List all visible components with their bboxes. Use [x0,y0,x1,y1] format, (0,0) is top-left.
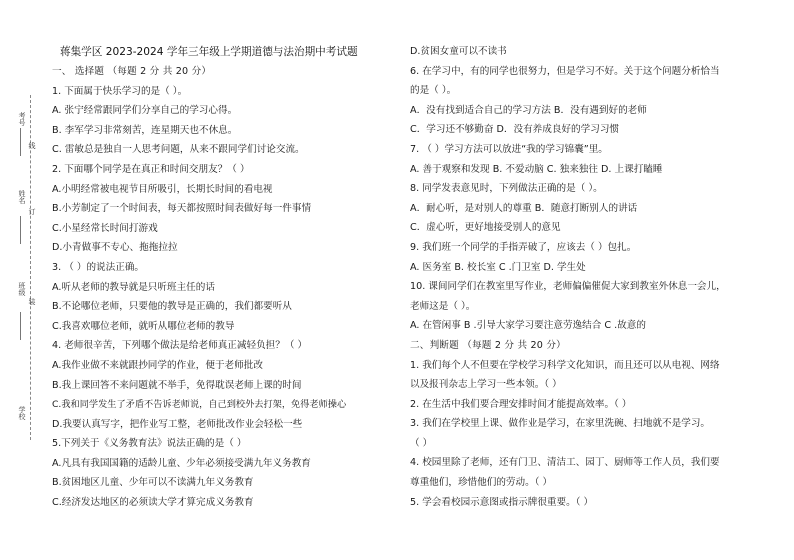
question-line: 的是（ ）。 [410,85,457,97]
question-line: A．耐心听，是对别人的尊重 B．随意打断别人的讲话 [410,202,638,214]
question-line: A.我作业做不来就跟抄同学的作业，便于老师批改 [52,359,263,371]
question-line: （ ） [410,437,433,449]
margin-fill-line [20,128,21,156]
question-line: A.凡具有我国国籍的适龄儿童、少年必须接受满九年义务教育 [52,457,311,469]
question-line: A. 医务室 B. 校长室 C .门卫室 D. 学生处 [410,261,586,273]
question-line: A.小明经常被电视节目所吸引，长期长时间的看电视 [52,183,273,195]
question-line: 8. 同学发表意见时，下列做法正确的是（ ）。 [410,183,603,195]
question-line: D.小青做事不专心、拖拖拉拉 [52,242,178,254]
question-line: 10. 课间同学们在教室里写作业，老师偏偏催促大家到教室外休息一会儿， [410,281,726,293]
question-line: 4. 老师很辛苦，下列哪个做法是给老师真正减轻负担？（ ） [52,340,308,352]
question-line: 1. 我们每个人不但要在学校学习科学文化知识，而且还可以从电视、网络 [410,359,720,371]
question-line: 3. 我们在学校里上课、做作业是学习，在家里洗碗、扫地就不是学习。 [410,418,711,430]
question-line: C．学习还不够勤奋 D．没有养成良好的学习习惯 [410,124,620,136]
exam-title: 蒋集学区 2023-2024 学年三年级上学期道德与法治期中考试题 [60,46,358,58]
question-line: 2. 在生活中我们要合理安排时间才能提高效率。（ ） [410,398,632,410]
question-line: 尊重他们，珍惜他们的劳动。（ ） [410,477,553,489]
question-line: 以及报刊杂志上学习一些本领。（ ） [410,379,562,391]
margin-mark-zhuang: 装 [28,298,36,305]
question-line: 6. 在学习中，有的同学也很努力，但是学习不好。关于这个问题分析恰当 [410,65,720,77]
question-line: C．虚心听，更好地接受别人的意见 [410,222,561,234]
question-line: 7. （ ）学习方法可以放进“我的学习锦囊”里。 [410,143,608,155]
question-line: C.小星经常长时间打游戏 [52,222,158,234]
question-line: C. 雷敏总是独自一人思考问题，从来不跟同学们讨论交流。 [52,144,305,156]
margin-mark-ding: 订 [28,208,36,215]
margin-label-class: 班级 [18,282,26,296]
question-line: C.我和同学发生了矛盾不告诉老师说，自己到校外去打架，免得老师操心 [52,399,347,411]
question-line: 老师这是（ ）。 [410,300,476,312]
question-line: B.小芳制定了一个时间表，每天都按照时间表做好每一件事情 [52,203,312,215]
margin-mark-xian: 线 [28,142,36,149]
margin-label-name: 姓名 [18,190,26,204]
left-column [52,62,388,513]
margin-label-school: 学校 [18,406,26,420]
question-line: B.贫困地区儿童、少年可以不读满九年义务教育 [52,477,254,489]
question-line: A．没有找到适合自己的学习方法 B．没有遇到好的老师 [410,104,647,116]
margin-fill-line [20,312,21,340]
question-line: 5. 学会看校园示意图或指示牌很重要。（ ） [410,496,594,508]
question-line: 9. 我们班一个同学的手指弄破了，应该去（ ）包扎。 [410,241,637,253]
question-line: D.贫困女童可以不读书 [410,46,507,57]
question-line: 1. 下面属于快乐学习的是（ ）。 [52,85,188,97]
question-line: B.我上课回答不来问题就不举手，免得耽误老师上课的时间 [52,379,302,391]
section-heading-judgement: 二、判断题 （每题 2 分 共 20 分） [410,339,566,351]
question-line: A. 张宁经常跟同学们分享自己的学习心得。 [52,105,238,117]
right-column [410,42,786,512]
margin-label-exam-number: 考号 [18,112,26,126]
binding-margin [0,0,46,560]
margin-fill-line [20,216,21,244]
question-line: 3. （ ）的说法正确。 [52,261,145,273]
question-line: 2. 下面哪个同学是在真正和时间交朋友？（ ） [52,163,250,175]
question-line: 5.下列关于《义务教育法》说法正确的是（ ） [52,438,247,450]
question-line: C.我喜欢哪位老师，就听从哪位老师的教导 [52,320,235,332]
question-line: C.经济发达地区的必须读大学才算完成义务教育 [52,497,254,509]
question-line: B. 李军学习非常刻苦，连星期天也不休息。 [52,124,238,136]
question-line: A. 在管闲事 B .引导大家学习要注意劳逸结合 C .故意的 [410,320,646,332]
question-line: A.听从老师的教导就是只听班主任的话 [52,281,215,293]
question-line: A. 善于观察和发现 B. 不爱动脑 C. 独来独往 D. 上课打瞌睡 [410,163,663,175]
section-heading-choice: 一、 选择题 （每题 2 分 共 20 分） [52,66,212,77]
question-line: D.我要认真写字，把作业写工整，老师批改作业会轻松一些 [52,418,303,430]
question-line: B.不论哪位老师，只要他的教导是正确的，我们都要听从 [52,301,292,313]
question-line: 4. 校园里除了老师，还有门卫、清洁工、园丁、厨师等工作人员，我们要 [410,457,720,469]
